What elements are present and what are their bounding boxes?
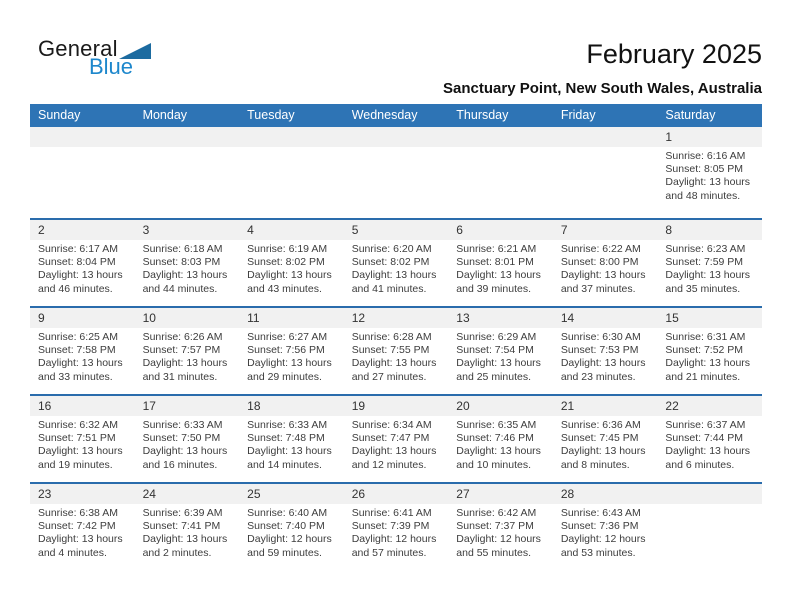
sunset-text: Sunset: 8:02 PM	[247, 256, 325, 269]
day-number: 11	[247, 311, 260, 325]
daylight-text: Daylight: 13 hours and 6 minutes.	[665, 445, 751, 471]
sunset-text: Sunset: 8:03 PM	[142, 256, 221, 269]
day-cell	[239, 240, 344, 296]
week-row	[30, 218, 762, 306]
day-number	[448, 127, 553, 147]
daylight-text: Daylight: 13 hours and 43 minutes.	[247, 269, 332, 295]
sunrise-text: Sunrise: 6:20 AM	[351, 243, 432, 255]
sunrise-text: Sunrise: 6:25 AM	[38, 331, 118, 343]
page-title: February 2025	[586, 39, 762, 69]
day-number: 8	[665, 223, 673, 237]
sunrise-text: Sunrise: 6:31 AM	[665, 331, 746, 343]
day-cell	[553, 504, 658, 560]
day-cell	[553, 416, 658, 472]
daylight-text: Daylight: 12 hours and 55 minutes.	[456, 533, 541, 559]
sunrise-text: Sunrise: 6:23 AM	[665, 243, 746, 255]
day-cell	[657, 240, 762, 296]
day-number	[135, 127, 240, 147]
day-number	[553, 127, 658, 147]
calendar-header	[443, 40, 762, 97]
day-cell	[448, 504, 553, 560]
sunrise-text: Sunrise: 6:29 AM	[456, 331, 537, 343]
sunrise-text: Sunrise: 6:35 AM	[456, 419, 537, 431]
sunset-text: Sunset: 8:01 PM	[456, 256, 534, 269]
daylight-text: Daylight: 13 hours and 8 minutes.	[560, 445, 646, 471]
day-number: 23	[38, 487, 52, 501]
day-number-bar	[30, 220, 762, 240]
page-subtitle: Sanctuary Point, New South Wales, Australia	[443, 80, 762, 97]
sunset-text: Sunset: 7:44 PM	[665, 432, 744, 445]
sunset-text: Sunset: 7:51 PM	[38, 432, 116, 445]
daylight-text: Daylight: 13 hours and 48 minutes.	[665, 176, 751, 202]
day-number-bar	[30, 308, 762, 328]
daylight-text: Daylight: 13 hours and 25 minutes.	[456, 357, 541, 383]
day-number: 3	[142, 223, 150, 237]
day-number: 16	[38, 399, 52, 413]
daylight-text: Daylight: 13 hours and 14 minutes.	[247, 445, 332, 471]
day-number: 18	[247, 399, 261, 413]
day-number: 6	[456, 223, 463, 237]
daylight-text: Daylight: 13 hours and 41 minutes.	[351, 269, 437, 295]
weekday-monday: Monday	[142, 108, 188, 122]
sunrise-text: Sunrise: 6:41 AM	[351, 507, 432, 519]
day-cell	[30, 504, 135, 560]
sunrise-text: Sunrise: 6:28 AM	[351, 331, 432, 343]
day-cell	[135, 240, 240, 296]
day-cell	[553, 147, 658, 203]
weekday-tuesday: Tuesday	[247, 108, 295, 122]
sunrise-text: Sunrise: 6:37 AM	[665, 419, 746, 431]
daylight-text: Daylight: 13 hours and 4 minutes.	[38, 533, 123, 559]
logo-text-general: General	[38, 36, 118, 61]
day-cell	[30, 416, 135, 472]
day-cell	[30, 147, 135, 203]
day-number: 2	[38, 223, 45, 237]
sunset-text: Sunset: 7:58 PM	[38, 344, 116, 357]
day-details-row	[30, 147, 762, 203]
day-cell	[448, 240, 553, 296]
sunrise-text: Sunrise: 6:43 AM	[560, 507, 641, 519]
weekday-friday: Friday	[560, 108, 596, 122]
sunset-text: Sunset: 7:53 PM	[560, 344, 639, 357]
day-details-row	[30, 240, 762, 296]
day-cell	[135, 328, 240, 384]
sunset-text: Sunset: 7:59 PM	[665, 256, 744, 269]
sunset-text: Sunset: 8:05 PM	[665, 163, 744, 176]
day-number: 24	[142, 487, 156, 501]
day-cell	[344, 504, 449, 560]
sunset-text: Sunset: 7:42 PM	[38, 520, 116, 533]
day-number-bar	[30, 396, 762, 416]
sunset-text: Sunset: 7:39 PM	[351, 520, 430, 533]
day-cell	[239, 504, 344, 560]
day-cell	[553, 240, 658, 296]
daylight-text: Daylight: 13 hours and 21 minutes.	[665, 357, 751, 383]
sunrise-text: Sunrise: 6:39 AM	[142, 507, 223, 519]
sunset-text: Sunset: 7:45 PM	[560, 432, 639, 445]
sunrise-text: Sunrise: 6:18 AM	[142, 243, 223, 255]
daylight-text: Daylight: 13 hours and 33 minutes.	[38, 357, 123, 383]
sunset-text: Sunset: 7:52 PM	[665, 344, 744, 357]
day-cell	[30, 328, 135, 384]
sunset-text: Sunset: 8:04 PM	[38, 256, 116, 269]
day-number: 26	[351, 487, 366, 501]
sunset-text: Sunset: 7:46 PM	[456, 432, 534, 445]
daylight-text: Daylight: 13 hours and 2 minutes.	[142, 533, 228, 559]
daylight-text: Daylight: 12 hours and 53 minutes.	[560, 533, 646, 559]
day-cell	[239, 147, 344, 203]
sunrise-text: Sunrise: 6:27 AM	[247, 331, 328, 343]
sunrise-text: Sunrise: 6:38 AM	[38, 507, 118, 519]
sunset-text: Sunset: 7:40 PM	[247, 520, 325, 533]
day-number: 4	[247, 223, 254, 237]
day-cell	[448, 147, 553, 203]
daylight-text: Daylight: 13 hours and 27 minutes.	[351, 357, 437, 383]
sunrise-text: Sunrise: 6:33 AM	[142, 419, 223, 431]
week-row	[30, 394, 762, 482]
day-number: 5	[351, 223, 359, 237]
day-cell	[448, 328, 553, 384]
day-number: 27	[456, 487, 470, 501]
sunset-text: Sunset: 7:41 PM	[142, 520, 221, 533]
sunrise-text: Sunrise: 6:16 AM	[665, 150, 746, 162]
sunrise-text: Sunrise: 6:22 AM	[560, 243, 641, 255]
sunset-text: Sunset: 7:50 PM	[142, 432, 221, 445]
day-cell	[135, 504, 240, 560]
weeks-container	[30, 127, 762, 570]
day-cell	[657, 416, 762, 472]
sunrise-text: Sunrise: 6:19 AM	[247, 243, 328, 255]
daylight-text: Daylight: 13 hours and 19 minutes.	[38, 445, 123, 471]
day-cell	[239, 328, 344, 384]
sunset-text: Sunset: 7:48 PM	[247, 432, 325, 445]
sunset-text: Sunset: 7:36 PM	[560, 520, 639, 533]
day-number: 20	[456, 399, 470, 413]
day-cell	[135, 147, 240, 203]
day-details-row	[30, 504, 762, 560]
day-number	[657, 484, 762, 504]
day-number: 7	[560, 223, 568, 237]
general-blue-logo	[38, 38, 178, 84]
day-cell	[30, 240, 135, 296]
daylight-text: Daylight: 13 hours and 35 minutes.	[665, 269, 751, 295]
sunrise-text: Sunrise: 6:32 AM	[38, 419, 118, 431]
week-row	[30, 482, 762, 570]
day-number: 10	[142, 311, 156, 325]
day-cell	[657, 147, 762, 203]
calendar-grid	[30, 104, 762, 570]
week-row	[30, 306, 762, 394]
day-number: 22	[665, 399, 679, 413]
weekday-header-bar	[30, 104, 762, 127]
daylight-text: Daylight: 13 hours and 37 minutes.	[560, 269, 646, 295]
sunset-text: Sunset: 8:02 PM	[351, 256, 430, 269]
daylight-text: Daylight: 13 hours and 29 minutes.	[247, 357, 332, 383]
sunrise-text: Sunrise: 6:21 AM	[456, 243, 537, 255]
day-number-bar	[30, 127, 762, 147]
day-cell	[239, 416, 344, 472]
daylight-text: Daylight: 13 hours and 39 minutes.	[456, 269, 541, 295]
sunrise-text: Sunrise: 6:30 AM	[560, 331, 641, 343]
weekday-wednesday: Wednesday	[351, 108, 418, 122]
daylight-text: Daylight: 13 hours and 31 minutes.	[142, 357, 228, 383]
day-cell	[344, 416, 449, 472]
day-cell	[448, 416, 553, 472]
sunset-text: Sunset: 7:37 PM	[456, 520, 534, 533]
daylight-text: Daylight: 13 hours and 44 minutes.	[142, 269, 228, 295]
day-number	[30, 127, 135, 147]
sunset-text: Sunset: 8:00 PM	[560, 256, 639, 269]
day-number: 9	[38, 311, 45, 325]
sunrise-text: Sunrise: 6:33 AM	[247, 419, 328, 431]
sunrise-text: Sunrise: 6:36 AM	[560, 419, 641, 431]
day-number	[239, 127, 344, 147]
sunrise-text: Sunrise: 6:17 AM	[38, 243, 118, 255]
day-number: 13	[456, 311, 470, 325]
day-cell	[553, 328, 658, 384]
daylight-text: Daylight: 13 hours and 12 minutes.	[351, 445, 437, 471]
daylight-text: Daylight: 12 hours and 59 minutes.	[247, 533, 332, 559]
day-cell	[344, 328, 449, 384]
sunrise-text: Sunrise: 6:40 AM	[247, 507, 328, 519]
day-number: 25	[247, 487, 261, 501]
day-cell	[135, 416, 240, 472]
weekday-sunday: Sunday	[38, 108, 81, 122]
day-number	[344, 127, 449, 147]
day-details-row	[30, 328, 762, 384]
day-number: 12	[351, 311, 366, 325]
daylight-text: Daylight: 12 hours and 57 minutes.	[351, 533, 437, 559]
weekday-saturday: Saturday	[665, 108, 716, 122]
day-number-bar	[30, 484, 762, 504]
sunrise-text: Sunrise: 6:42 AM	[456, 507, 537, 519]
daylight-text: Daylight: 13 hours and 46 minutes.	[38, 269, 123, 295]
day-details-row	[30, 416, 762, 472]
day-number: 17	[142, 399, 156, 413]
sunrise-text: Sunrise: 6:26 AM	[142, 331, 223, 343]
sunset-text: Sunset: 7:47 PM	[351, 432, 430, 445]
daylight-text: Daylight: 13 hours and 10 minutes.	[456, 445, 541, 471]
day-number: 14	[560, 311, 575, 325]
day-number: 28	[560, 487, 575, 501]
day-number: 19	[351, 399, 366, 413]
sunset-text: Sunset: 7:56 PM	[247, 344, 325, 357]
day-number: 15	[665, 311, 679, 325]
day-cell	[657, 504, 762, 560]
logo-text-blue: Blue	[89, 54, 134, 79]
sunset-text: Sunset: 7:57 PM	[142, 344, 221, 357]
daylight-text: Daylight: 13 hours and 23 minutes.	[560, 357, 646, 383]
day-number: 1	[665, 130, 673, 144]
day-cell	[657, 328, 762, 384]
weekday-thursday: Thursday	[456, 108, 509, 122]
day-cell	[344, 240, 449, 296]
sunset-text: Sunset: 7:55 PM	[351, 344, 430, 357]
week-row	[30, 127, 762, 218]
day-number: 21	[560, 399, 575, 413]
sunrise-text: Sunrise: 6:34 AM	[351, 419, 432, 431]
daylight-text: Daylight: 13 hours and 16 minutes.	[142, 445, 228, 471]
day-cell	[344, 147, 449, 203]
sunset-text: Sunset: 7:54 PM	[456, 344, 534, 357]
